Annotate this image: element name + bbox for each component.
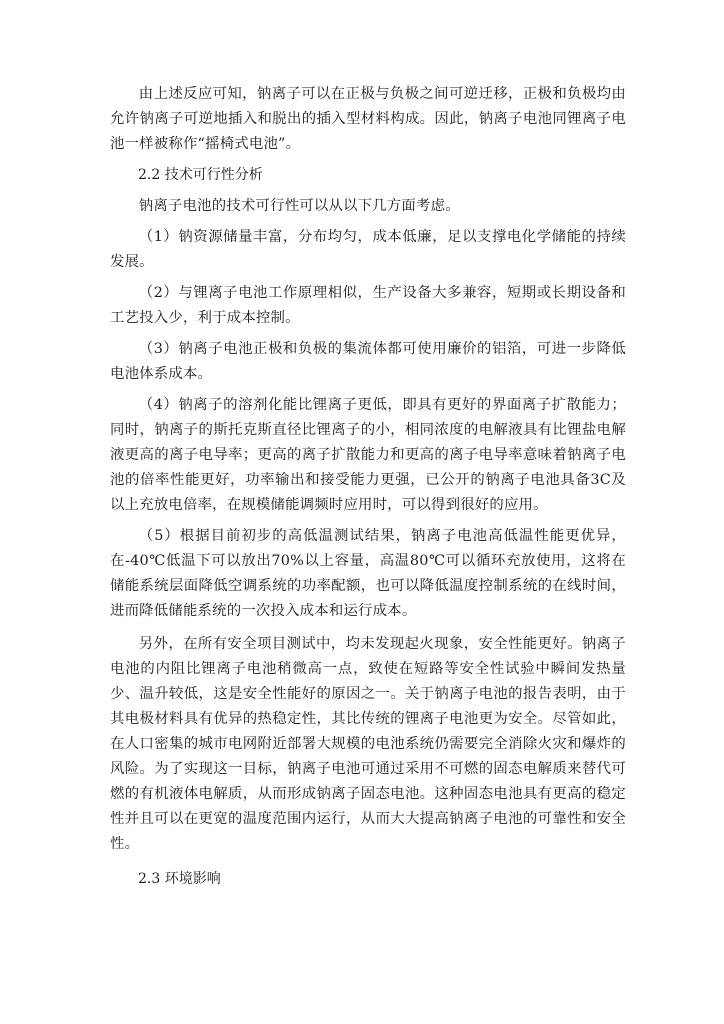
paragraph-point-4: （4）钠离子的溶剂化能比锂离子更低，即具有更好的界面离子扩散能力；同时，钠离子的斯托克斯直径比锂离子的小，相同浓度的电解液具有比锂盐电解液更高的离子电导率；更高的离子扩散能力和更高的离子电导率意味着钠离子电池的倍率性能更好，功率输出和接受能力更强，已公开的钠离子电池具备3C及以上充放电倍率，在规模储能调频时应用时，可以得到很好的应用。 [110, 397, 626, 513]
paragraph-point-1: （1）钠资源储量丰富，分布均匀，成本低廉，足以支撑电化学储能的持续发展。 [110, 229, 626, 270]
paragraph-point-5: （5）根据目前初步的高低温测试结果，钠离子电池高低温性能更优异，在-40℃低温下可以放出70%以上容量，高温80℃可以循环充放使用，这将在储能系统层面降低空调系统的功率配额，也可以降低温度控制系统的在线时间，进而降低储能系统的一次投入成本和运行成本。 [110, 528, 626, 619]
paragraph-point-3: （3）钠离子电池正极和负极的集流体都可使用廉价的铝箔，可进一步降低电池体系成本。 [110, 341, 626, 382]
paragraph-point-2: （2）与锂离子电池工作原理相似，生产设备大多兼容，短期或长期设备和工艺投入少，利于成本控制。 [110, 285, 626, 326]
section-heading-2-3: 2.3 环境影响 [138, 871, 221, 887]
paragraph-safety: 另外，在所有安全项目测试中，均未发现起火现象，安全性能更好。钠离子电池的内阻比锂离子电池稍微高一点，致使在短路等安全性试验中瞬间发热量少、温升较低，这是安全性能好的原因之一。关于钠离子电池的报告表明，由于其电极材料具有优异的热稳定性，其比传统的锂离子电池更为安全。尽管如此，在人口密集的城市电网附近部署大规模的电池系统仍需要完全消除火灾和爆炸的风险。为了实现这一目标，钠离子电池可通过采用不可燃的固态电解质来替代可燃的有机液体电解质，从而形成钠离子固态电池。这种固态电池具有更高的稳定性并且可以在更宽的温度范围内运行，从而大大提高钠离子电池的可靠性和安全性。 [110, 636, 626, 852]
document-page [110, 82, 626, 892]
paragraph-rocking-chair: 由上述反应可知，钠离子可以在正极与负极之间可逆迁移，正极和负极均由允许钠离子可逆地插入和脱出的插入型材料构成。因此，钠离子电池同锂离子电池一样被称作“摇椅式电池”。 [110, 86, 626, 152]
section-heading-2-2: 2.2 技术可行性分析 [138, 167, 263, 183]
paragraph-feasibility-intro: 钠离子电池的技术可行性可以从以下几方面考虑。 [138, 198, 460, 214]
